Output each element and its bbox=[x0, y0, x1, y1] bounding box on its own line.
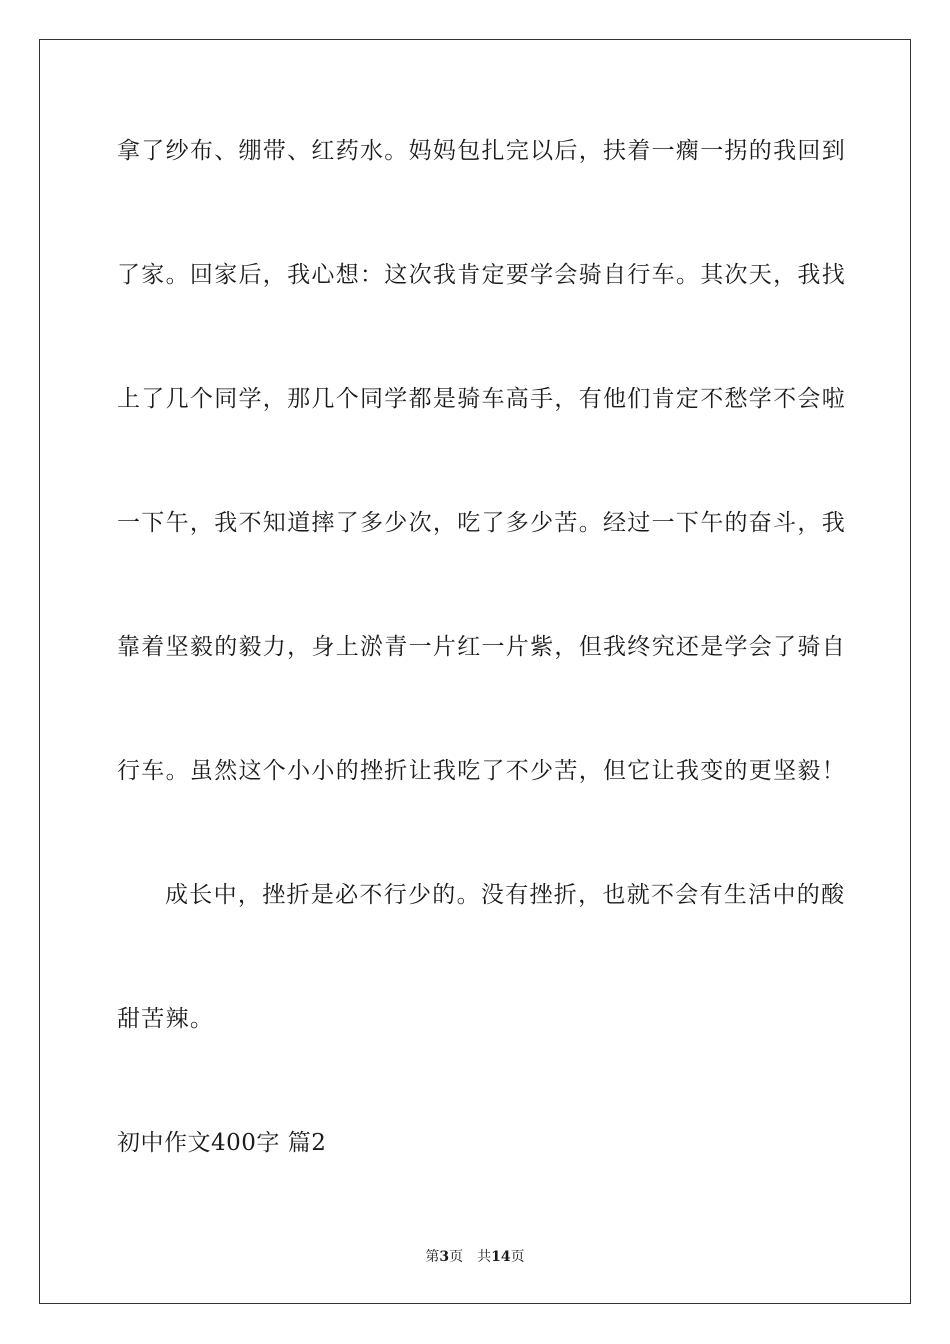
total-suffix: 页 bbox=[510, 1249, 525, 1265]
page-frame bbox=[39, 39, 911, 1304]
closing-paragraph-line-1: 成长中，挫折是必不行少的。没有挫折，也就不会有生活中的酸 bbox=[165, 882, 846, 908]
body-line-1: 拿了纱布、绷带、红药水。妈妈包扎完以后，扶着一瘸一拐的我回到 bbox=[117, 138, 846, 164]
body-line-2: 了家。回家后，我心想：这次我肯定要学会骑自行车。其次天，我找 bbox=[117, 262, 846, 288]
page-current: 3 bbox=[439, 1249, 450, 1265]
page-prefix: 第 bbox=[425, 1249, 440, 1265]
body-line-6: 行车。虽然这个小小的挫折让我吃了不少苦，但它让我变的更坚毅！ bbox=[117, 758, 846, 784]
body-line-5: 靠着坚毅的毅力，身上淤青一片红一片紫，但我终究还是学会了骑自 bbox=[117, 634, 846, 660]
page-suffix: 页 bbox=[449, 1249, 464, 1265]
page-footer bbox=[0, 1248, 950, 1266]
body-line-3: 上了几个同学，那几个同学都是骑车高手，有他们肯定不愁学不会啦 bbox=[117, 386, 846, 412]
closing-paragraph-line-2: 甜苦辣。 bbox=[117, 1006, 215, 1032]
section-heading: 初中作文400字 篇2 bbox=[117, 1130, 327, 1156]
page-total: 14 bbox=[491, 1249, 511, 1265]
body-line-4: 一下午，我不知道摔了多少次，吃了多少苦。经过一下午的奋斗，我 bbox=[117, 510, 846, 536]
total-prefix: 共 bbox=[477, 1249, 492, 1265]
